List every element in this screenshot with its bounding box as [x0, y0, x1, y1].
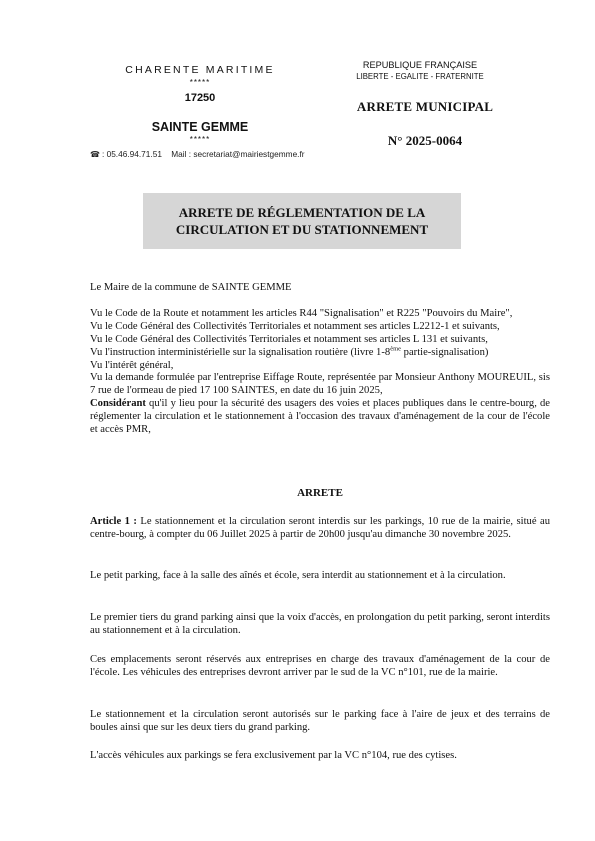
vu-instruction: Vu l'instruction interministérielle sur la signalisation routière (livre 1-8ème partie-signalisation) [90, 345, 489, 358]
preamble [90, 282, 550, 437]
contact-line [90, 149, 305, 159]
stars-separator-bottom: ***** [189, 135, 211, 144]
title-box [143, 193, 461, 249]
department-name: CHARENTE MARITIME [125, 64, 275, 76]
document-title: ARRETE DE RÉGLEMENTATION DE LA CIRCULATION ET DU STATIONNEMENT [175, 205, 429, 237]
article-1-label: Article 1 : [90, 516, 137, 527]
document-number: N° 2025-0064 [387, 133, 463, 148]
postal-code: 17250 [184, 92, 216, 104]
considerant: Considérant qu'il y lieu pour la sécurité des usagers des voies et places publiques dans le centre-bourg, de réglementer la circulation et le stationnement à l'occasion des travaux d'aménagement de la cour de l'école et accès PMR, [90, 398, 550, 436]
email-address: Mail : secretariat@mairiestgemme.fr [171, 149, 305, 159]
vu-cgct-l131: Vu le Code Général des Collectivités Territoriales et notamment ses articles L 131 et suivants, [90, 333, 488, 345]
paragraph-acces-vehicules: L'accès véhicules aux parkings se fera exclusivement par la VC n°104, rue des cytises. [90, 750, 457, 761]
vu-cgct-l2212: Vu le Code Général des Collectivités Territoriales et notamment ses articles L2212-1 et suivants, [90, 320, 500, 332]
republic-motto: LIBERTE - EGALITE - FRATERNITE [356, 72, 484, 81]
phone-number: : 05.46.94.71.51 [101, 149, 162, 159]
article-1-text: Le stationnement et la circulation seront interdis sur les parkings, 10 rue de la mairie, situé au centre-bourg, à compter du 06 Juillet 2025 à partir de 20h00 jusqu'au dimanche 30 novembre 2025. [90, 516, 550, 540]
paragraph-grand-parking: Le premier tiers du grand parking ainsi que la voix d'accès, en prolongation du petit parking, seront interdits au stationnement et à la circulation. [90, 612, 550, 636]
phone-icon: ☎ [90, 150, 100, 159]
paragraph-petit-parking: Le petit parking, face à la salle des aînés et école, sera interdit au stationnement et à la circulation. [90, 570, 506, 581]
paragraph-entreprises: Ces emplacements seront réservés aux entreprises en charge des travaux d'aménagement de la cour de l'école. Les véhicules des entreprises devront arriver par le sud de la VC n°101, rue de la mairie. [90, 654, 550, 678]
vu-interet-general: Vu l'intérêt général, [90, 359, 174, 371]
article-1 [90, 516, 550, 542]
stars-separator-top: ***** [189, 78, 211, 87]
vu-demande: Vu la demande formulée par l'entreprise Eiffage Route, représentée par Monsieur Anthony MOUREUIL, sis 7 rue de l'ormeau de pied 17 100 SAINTES, en date du 16 juin 2025, [90, 372, 550, 397]
document-type: ARRETE MUNICIPAL [356, 99, 494, 114]
arrete-heading: ARRETE [297, 487, 343, 499]
paragraph-stationnement-autorise: Le stationnement et la circulation seront autorisés sur le parking face à l'aire de jeux et des terrains de boules ainsi que sur les deux tiers du grand parking. [90, 709, 550, 733]
mayor-line: Le Maire de la commune de SAINTE GEMME [90, 282, 292, 293]
republic-label: REPUBLIQUE FRANÇAISE [362, 60, 478, 70]
commune-name: SAINTE GEMME [151, 120, 249, 134]
vu-code-route: Vu le Code de la Route et notamment les articles R44 "Signalisation" et R225 "Pouvoirs du Maire", [90, 307, 513, 319]
